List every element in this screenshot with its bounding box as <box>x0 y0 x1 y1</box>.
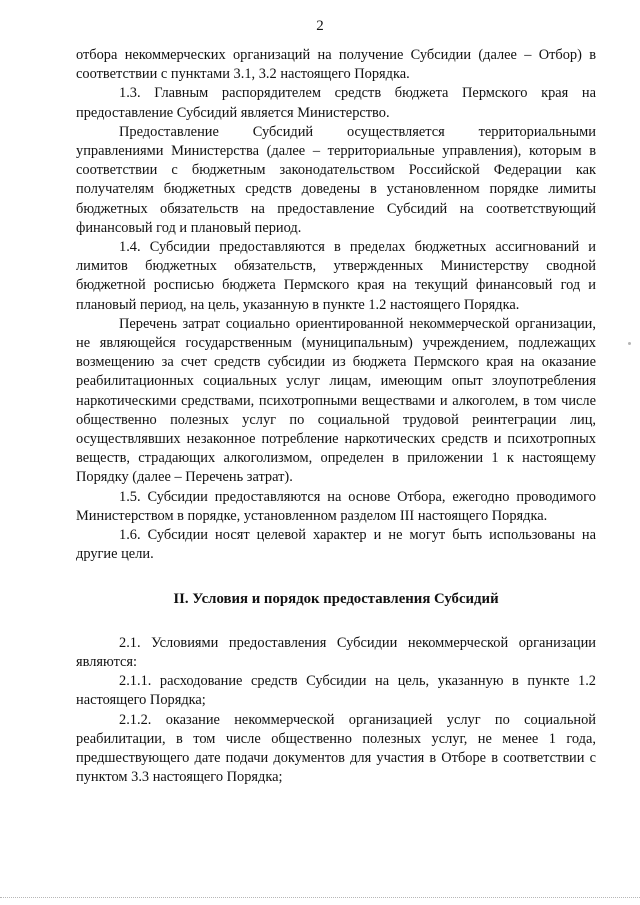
paragraph-1-6: 1.6. Субсидии носят целевой характер и не могут быть использованы на другие цели. <box>76 527 596 563</box>
section-heading: II. Условия и порядок предоставления Субсидий <box>173 591 499 608</box>
paragraph-territorial-administration: Предоставление Субсидий осуществляется территориальными управлениями Министерства (далее – территориальные управления), которым в соответствии с бюджетным законодательством Российской Федерации как получателям бюджетных средств доведены в установленном порядке лимиты бюджетных обязательств на предоставление Субсидий на соответствующий финансовый год и плановый период. <box>76 123 596 236</box>
scan-bottom-noise <box>0 897 640 902</box>
document-body <box>76 46 596 787</box>
paragraph-2-1-2: 2.1.2. оказание некоммерческой организацией услуг по социальной реабилитации, в том числе общественно полезных услуг, не менее 1 года, предшествующего дате подачи документов для участия в Отборе в соответствии с пунктом 3.3 настоящего Порядка; <box>76 711 596 786</box>
paragraph-2-1-1: 2.1.1. расходование средств Субсидии на цель, указанную в пункте 1.2 настоящего Порядка; <box>76 673 596 709</box>
paragraph-1-5: 1.5. Субсидии предоставляются на основе Отбора, ежегодно проводимого Министерством в порядке, установленном разделом III настоящего Порядка. <box>76 488 596 524</box>
paragraph-continuation: отбора некоммерческих организаций на получение Субсидии (далее – Отбор) в соответствии с пунктами 3.1, 3.2 настоящего Порядка. <box>76 47 596 83</box>
paragraph-2-1: 2.1. Условиями предоставления Субсидии некоммерческой организации являются: <box>76 634 596 670</box>
paragraph-1-4: 1.4. Субсидии предоставляются в пределах бюджетных ассигнований и лимитов бюджетных обязательств, утвержденных Министерству сводной бюджетной росписью бюджета Пермского края на текущий финансовый год и плановый период, на цель, указанную в пункте 1.2 настоящего Порядка. <box>76 239 596 313</box>
page-number: 2 <box>316 18 324 34</box>
paragraph-cost-list: Перечень затрат социально ориентированной некоммерческой организации, не являющейся государственным (муниципальным) учреждением, подлежащих возмещению за счет средств субсидии из бюджета Пермского края на оказание реабилитационных социальных услуг лицам, имеющим опыт злоупотребления наркотическими средствами, психотропными веществами и алкоголем, в том числе общественно полезных услуг по социальной трудовой реинтеграции лиц, осуществлявших незаконное потребление наркотических средств и психотропных веществ, страдающих алкоголизмом, определен в приложении 1 к настоящему Порядку (далее – Перечень затрат). <box>76 315 596 486</box>
scan-artifact <box>628 342 631 345</box>
paragraph-1-3: 1.3. Главным распорядителем средств бюджета Пермского края на предоставление Субсидий является Министерство. <box>76 85 596 121</box>
